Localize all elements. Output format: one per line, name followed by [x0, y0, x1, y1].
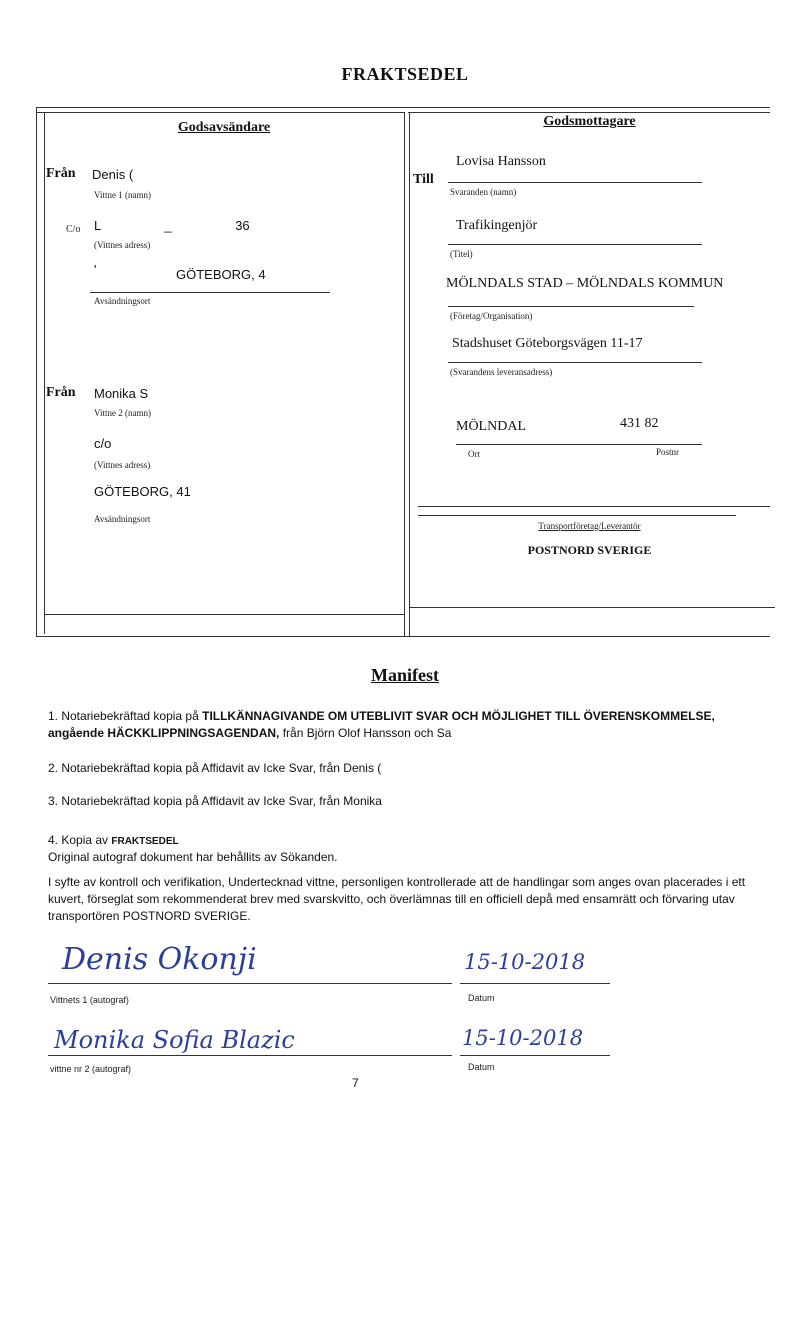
witness1-city-prefix: ': [94, 262, 97, 277]
receiver-org-caption: (Företag/Organisation): [450, 311, 533, 321]
manifest-item-4: [48, 832, 179, 850]
witness2-signature-caption: vittne nr 2 (autograf): [50, 1064, 132, 1074]
witness2-name: Monika S: [94, 386, 149, 401]
witness1-address-caption: (Vittnes adress): [94, 240, 151, 250]
witness2-city: GÖTEBORG, 41: [94, 484, 191, 499]
carrier-caption: Transportföretag/Leverantör: [538, 521, 641, 531]
witness1-from-label: Från: [46, 166, 76, 181]
witness2-address-caption: (Vittnes adress): [94, 460, 151, 470]
witness2-from-label: Från: [46, 385, 76, 400]
receiver-address-caption: (Svarandens leveransadress): [450, 367, 553, 377]
receiver-name: Lovisa Hansson: [456, 154, 546, 169]
receiver-org: MÖLNDALS STAD – MÖLNDALS KOMMUN: [446, 276, 724, 291]
receiver-address: Stadshuset Göteborgsvägen 11-17: [452, 336, 643, 351]
receiver-title-caption: (Titel): [450, 249, 473, 259]
witness2-signature: Monika Sofia Blazic: [54, 1026, 295, 1054]
manifest-item-1-prefix: 1. Notariebekräftad kopia på: [48, 709, 203, 723]
receiver-city-caption: Ort: [468, 449, 480, 459]
witness2-address: c/o: [94, 436, 112, 451]
witness1-name: Denis (: [92, 167, 134, 182]
manifest-item-3: 3. Notariebekräftad kopia på Affidavit av Icke Svar, från Monika: [48, 794, 382, 808]
receiver-postcode: 431 82: [620, 416, 659, 431]
manifest-item-1-suffix: från Björn Olof Hansson och Sa: [279, 726, 452, 740]
receiver-to-label: Till: [413, 172, 434, 187]
manifest-item-1-bold: TILLKÄNNAGIVANDE OM UTEBLIVIT SVAR OCH MÖJLIGHET TILL ÖVERENSKOMMELSE, angående HÄCKKLIPPNINGSAGENDAN,: [48, 709, 715, 740]
sender-heading: Godsavsändare: [177, 120, 271, 135]
witness1-city-caption: Avsändningsort: [94, 296, 151, 306]
carrier-name: POSTNORD SVERIGE: [527, 543, 652, 557]
witness2-name-caption: Vittne 2 (namn): [94, 408, 151, 418]
receiver-title: Trafikingenjör: [456, 218, 538, 233]
manifest-item-4-prefix: 4. Kopia av: [48, 833, 112, 847]
witness2-city-caption: Avsändningsort: [94, 514, 151, 524]
date1-handwritten: 15-10-2018: [464, 950, 586, 974]
date1-caption: Datum: [468, 993, 495, 1003]
witness1-signature-caption: Vittnets 1 (autograf): [50, 995, 129, 1005]
receiver-city: MÖLNDAL: [456, 419, 526, 434]
page-number: 7: [352, 1076, 359, 1090]
manifest-item-4-bold: FRAKTSEDEL: [111, 836, 179, 847]
manifest-item-1: [48, 708, 748, 742]
date2-caption: Datum: [468, 1062, 495, 1072]
date2-handwritten: 15-10-2018: [462, 1026, 584, 1050]
witness1-address: L _ 36: [94, 218, 250, 233]
receiver-postcode-caption: Postnr: [656, 447, 680, 457]
witness1-signature: Denis Okonji: [62, 942, 257, 977]
manifest-item-2: 2. Notariebekräftad kopia på Affidavit av Icke Svar, från Denis (: [48, 761, 382, 775]
witness1-co-label: C/o: [66, 224, 81, 235]
witness1-name-caption: Vittne 1 (namn): [94, 190, 151, 200]
manifest-statement: I syfte av kontroll och verifikation, Undertecknad vittne, personligen kontrollerade att de handlingar som anges ovan placerades i ett kuvert, förseglat som rekommenderat brev med svarskvitto, och överlämnas till en officiell depå med ensamrätt och förvaring utav transportören POSTNORD SVERIGE.: [48, 875, 746, 923]
receiver-name-caption: Svaranden (namn): [450, 187, 517, 197]
receiver-heading: Godsmottagare: [543, 114, 636, 129]
manifest-heading: Manifest: [371, 665, 439, 685]
witness1-city: GÖTEBORG, 4: [176, 267, 266, 282]
manifest-item-4-note: Original autograf dokument har behållits av Sökanden.: [48, 850, 338, 864]
document-title: FRAKTSEDEL: [341, 64, 469, 84]
